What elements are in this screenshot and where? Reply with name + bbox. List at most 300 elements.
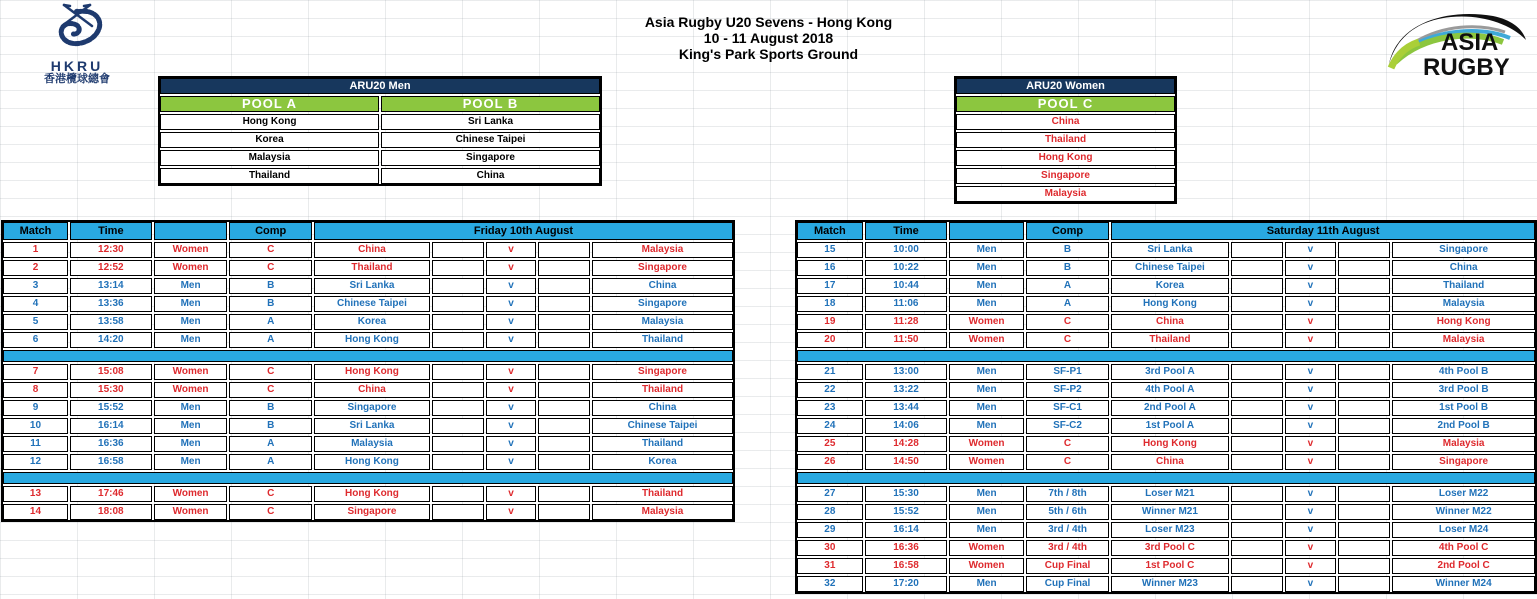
away-score-cell (1338, 576, 1390, 592)
versus-cell: v (486, 278, 536, 294)
away-team-cell: Malaysia (592, 242, 733, 258)
comp-cell: B (1026, 260, 1109, 276)
gender-cell: Women (154, 260, 228, 276)
match-number-cell: 3 (3, 278, 68, 294)
away-team-cell: Malaysia (1392, 436, 1535, 452)
time-cell: 10:00 (865, 242, 948, 258)
away-team-cell: Winner M24 (1392, 576, 1535, 592)
home-score-cell (1231, 314, 1283, 330)
home-score-cell (432, 382, 484, 398)
home-score-cell (1231, 332, 1283, 348)
hkru-logo (26, 2, 128, 86)
time-cell: 17:46 (70, 486, 152, 502)
gender-cell: Women (949, 332, 1024, 348)
away-team-cell: Chinese Taipei (592, 418, 733, 434)
col-header-gender (154, 222, 228, 240)
hkru-acronym: HKRU (50, 58, 104, 74)
match-number-cell: 32 (797, 576, 863, 592)
comp-cell: A (1026, 278, 1109, 294)
pool-team: Sri Lanka (381, 114, 600, 130)
time-cell: 15:52 (865, 504, 948, 520)
away-score-cell (1338, 400, 1390, 416)
gender-cell: Women (949, 540, 1024, 556)
time-cell: 16:36 (70, 436, 152, 452)
time-cell: 14:06 (865, 418, 948, 434)
versus-cell: v (486, 454, 536, 470)
match-number-cell: 24 (797, 418, 863, 434)
gender-cell: Men (949, 486, 1024, 502)
home-team-cell: Hong Kong (314, 364, 430, 380)
home-team-cell: Chinese Taipei (1111, 260, 1228, 276)
comp-cell: C (1026, 436, 1109, 452)
title-line-dates: 10 - 11 August 2018 (703, 30, 834, 46)
match-number-cell: 23 (797, 400, 863, 416)
match-number-cell: 2 (3, 260, 68, 276)
pool-team: Thailand (160, 168, 379, 184)
home-score-cell (432, 314, 484, 330)
home-team-cell: Loser M23 (1111, 522, 1228, 538)
match-number-cell: 9 (3, 400, 68, 416)
match-number-cell: 8 (3, 382, 68, 398)
away-score-cell (538, 454, 590, 470)
away-team-cell: 4th Pool C (1392, 540, 1535, 556)
time-cell: 16:14 (70, 418, 152, 434)
comp-cell: 3rd / 4th (1026, 522, 1109, 538)
home-score-cell (432, 436, 484, 452)
gender-cell: Women (949, 454, 1024, 470)
comp-cell: A (229, 314, 311, 330)
time-cell: 13:00 (865, 364, 948, 380)
home-team-cell: Korea (314, 314, 430, 330)
versus-cell: v (1285, 454, 1336, 470)
time-cell: 13:58 (70, 314, 152, 330)
away-score-cell (1338, 332, 1390, 348)
page-title (400, 14, 1137, 62)
gender-cell: Women (154, 486, 228, 502)
home-team-cell: Singapore (314, 504, 430, 520)
time-cell: 18:08 (70, 504, 152, 520)
versus-cell: v (1285, 558, 1336, 574)
away-score-cell (538, 332, 590, 348)
time-cell: 15:30 (70, 382, 152, 398)
comp-cell: C (1026, 332, 1109, 348)
gender-cell: Men (154, 400, 228, 416)
comp-cell: C (1026, 314, 1109, 330)
home-score-cell (432, 260, 484, 276)
gender-cell: Men (949, 242, 1024, 258)
match-number-cell: 10 (3, 418, 68, 434)
versus-cell: v (1285, 486, 1336, 502)
time-cell: 16:58 (865, 558, 948, 574)
home-team-cell: 4th Pool A (1111, 382, 1228, 398)
versus-cell: v (486, 314, 536, 330)
comp-cell: 7th / 8th (1026, 486, 1109, 502)
gender-cell: Men (949, 364, 1024, 380)
time-cell: 13:36 (70, 296, 152, 312)
gender-cell: Women (154, 504, 228, 520)
match-number-cell: 26 (797, 454, 863, 470)
gender-cell: Men (949, 260, 1024, 276)
pool-team: Chinese Taipei (381, 132, 600, 148)
match-number-cell: 21 (797, 364, 863, 380)
comp-cell: A (229, 454, 311, 470)
time-cell: 16:14 (865, 522, 948, 538)
away-team-cell: China (592, 400, 733, 416)
section-separator (3, 472, 733, 484)
home-score-cell (432, 278, 484, 294)
versus-cell: v (486, 296, 536, 312)
match-number-cell: 5 (3, 314, 68, 330)
home-score-cell (1231, 540, 1283, 556)
versus-cell: v (486, 418, 536, 434)
versus-cell: v (1285, 522, 1336, 538)
home-score-cell (1231, 400, 1283, 416)
home-score-cell (432, 454, 484, 470)
gender-cell: Women (154, 242, 228, 258)
time-cell: 16:58 (70, 454, 152, 470)
away-team-cell: Thailand (1392, 278, 1535, 294)
gender-cell: Men (949, 504, 1024, 520)
versus-cell: v (1285, 296, 1336, 312)
home-team-cell: China (1111, 314, 1228, 330)
time-cell: 10:22 (865, 260, 948, 276)
col-header-comp: Comp (229, 222, 311, 240)
match-number-cell: 15 (797, 242, 863, 258)
saturday-schedule-table (795, 220, 1537, 594)
away-score-cell (538, 504, 590, 520)
match-number-cell: 18 (797, 296, 863, 312)
home-score-cell (432, 242, 484, 258)
versus-cell: v (1285, 400, 1336, 416)
col-header-comp: Comp (1026, 222, 1109, 240)
home-team-cell: Hong Kong (314, 454, 430, 470)
time-cell: 14:50 (865, 454, 948, 470)
comp-cell: B (229, 278, 311, 294)
home-team-cell: Thailand (314, 260, 430, 276)
away-score-cell (538, 278, 590, 294)
home-score-cell (432, 332, 484, 348)
away-score-cell (1338, 540, 1390, 556)
pool-team: Malaysia (160, 150, 379, 166)
match-number-cell: 25 (797, 436, 863, 452)
home-score-cell (432, 504, 484, 520)
versus-cell: v (1285, 314, 1336, 330)
friday-schedule-table (1, 220, 735, 522)
hkru-dragon-crest-icon (42, 2, 112, 54)
home-score-cell (1231, 486, 1283, 502)
time-cell: 11:28 (865, 314, 948, 330)
time-cell: 10:44 (865, 278, 948, 294)
time-cell: 15:52 (70, 400, 152, 416)
pool-team: Malaysia (956, 186, 1175, 202)
time-cell: 11:50 (865, 332, 948, 348)
comp-cell: SF-P2 (1026, 382, 1109, 398)
away-team-cell: Malaysia (592, 314, 733, 330)
home-team-cell: Sri Lanka (314, 278, 430, 294)
pool-name-header: POOL B (381, 96, 600, 112)
away-team-cell: 2nd Pool C (1392, 558, 1535, 574)
title-line-venue: King's Park Sports Ground (678, 46, 859, 62)
comp-cell: C (229, 260, 311, 276)
home-team-cell: 1st Pool A (1111, 418, 1228, 434)
home-score-cell (1231, 382, 1283, 398)
home-score-cell (1231, 418, 1283, 434)
gender-cell: Men (154, 436, 228, 452)
versus-cell: v (1285, 364, 1336, 380)
versus-cell: v (1285, 332, 1336, 348)
away-score-cell (1338, 242, 1390, 258)
men-pools-title: ARU20 Men (160, 78, 600, 94)
home-score-cell (432, 418, 484, 434)
away-score-cell (1338, 436, 1390, 452)
home-team-cell: Hong Kong (1111, 436, 1228, 452)
pool-team: Singapore (956, 168, 1175, 184)
home-score-cell (1231, 454, 1283, 470)
comp-cell: B (229, 418, 311, 434)
gender-cell: Men (154, 314, 228, 330)
versus-cell: v (486, 364, 536, 380)
comp-cell: Cup Final (1026, 576, 1109, 592)
home-score-cell (1231, 558, 1283, 574)
pool-team: Singapore (381, 150, 600, 166)
away-team-cell: 4th Pool B (1392, 364, 1535, 380)
gender-cell: Men (154, 278, 228, 294)
home-score-cell (1231, 576, 1283, 592)
away-team-cell: Loser M22 (1392, 486, 1535, 502)
home-team-cell: 1st Pool C (1111, 558, 1228, 574)
match-number-cell: 31 (797, 558, 863, 574)
gender-cell: Women (154, 382, 228, 398)
match-number-cell: 13 (3, 486, 68, 502)
time-cell: 14:28 (865, 436, 948, 452)
away-score-cell (1338, 522, 1390, 538)
home-team-cell: Hong Kong (1111, 296, 1228, 312)
match-number-cell: 4 (3, 296, 68, 312)
home-score-cell (432, 400, 484, 416)
match-number-cell: 28 (797, 504, 863, 520)
home-team-cell: Sri Lanka (1111, 242, 1228, 258)
pool-team: China (381, 168, 600, 184)
versus-cell: v (1285, 382, 1336, 398)
time-cell: 14:20 (70, 332, 152, 348)
time-cell: 15:30 (865, 486, 948, 502)
away-team-cell: Thailand (592, 436, 733, 452)
asia-rugby-swoosh-icon (1381, 2, 1531, 84)
pool-team: Hong Kong (956, 150, 1175, 166)
away-score-cell (1338, 364, 1390, 380)
away-team-cell: Hong Kong (1392, 314, 1535, 330)
home-score-cell (432, 364, 484, 380)
match-number-cell: 29 (797, 522, 863, 538)
versus-cell: v (486, 400, 536, 416)
versus-cell: v (1285, 436, 1336, 452)
gender-cell: Men (949, 296, 1024, 312)
comp-cell: B (229, 296, 311, 312)
away-score-cell (538, 314, 590, 330)
comp-cell: A (229, 332, 311, 348)
gender-cell: Men (949, 278, 1024, 294)
time-cell: 17:20 (865, 576, 948, 592)
versus-cell: v (1285, 242, 1336, 258)
match-number-cell: 12 (3, 454, 68, 470)
home-team-cell: 2nd Pool A (1111, 400, 1228, 416)
versus-cell: v (486, 504, 536, 520)
time-cell: 16:36 (865, 540, 948, 556)
time-cell: 11:06 (865, 296, 948, 312)
comp-cell: SF-P1 (1026, 364, 1109, 380)
versus-cell: v (486, 382, 536, 398)
home-team-cell: Sri Lanka (314, 418, 430, 434)
gender-cell: Men (154, 332, 228, 348)
col-header-match: Match (3, 222, 68, 240)
comp-cell: C (229, 504, 311, 520)
versus-cell: v (486, 242, 536, 258)
col-header-time: Time (70, 222, 152, 240)
comp-cell: A (229, 436, 311, 452)
section-separator (797, 350, 1535, 362)
gender-cell: Men (154, 454, 228, 470)
home-score-cell (432, 296, 484, 312)
versus-cell: v (486, 486, 536, 502)
away-team-cell: 1st Pool B (1392, 400, 1535, 416)
away-team-cell: 3rd Pool B (1392, 382, 1535, 398)
col-header-time: Time (865, 222, 948, 240)
away-score-cell (538, 242, 590, 258)
away-team-cell: Korea (592, 454, 733, 470)
home-score-cell (1231, 436, 1283, 452)
day-header-friday: Friday 10th August (314, 222, 733, 240)
asia-logo-word2: RUGBY (1423, 54, 1510, 81)
home-score-cell (1231, 260, 1283, 276)
gender-cell: Women (949, 314, 1024, 330)
men-pools-table (158, 76, 602, 186)
away-team-cell: Singapore (592, 296, 733, 312)
col-header-match: Match (797, 222, 863, 240)
comp-cell: C (229, 382, 311, 398)
away-team-cell: Malaysia (1392, 296, 1535, 312)
gender-cell: Women (154, 364, 228, 380)
comp-cell: C (229, 242, 311, 258)
section-separator (797, 472, 1535, 484)
home-team-cell: China (1111, 454, 1228, 470)
away-team-cell: Winner M22 (1392, 504, 1535, 520)
home-team-cell: 3rd Pool C (1111, 540, 1228, 556)
comp-cell: SF-C1 (1026, 400, 1109, 416)
match-number-cell: 30 (797, 540, 863, 556)
versus-cell: v (486, 332, 536, 348)
match-number-cell: 20 (797, 332, 863, 348)
comp-cell: C (1026, 454, 1109, 470)
match-number-cell: 17 (797, 278, 863, 294)
home-score-cell (1231, 242, 1283, 258)
comp-cell: 3rd / 4th (1026, 540, 1109, 556)
versus-cell: v (1285, 540, 1336, 556)
home-team-cell: China (314, 382, 430, 398)
away-team-cell: Loser M24 (1392, 522, 1535, 538)
time-cell: 12:52 (70, 260, 152, 276)
gender-cell: Men (949, 418, 1024, 434)
home-team-cell: Thailand (1111, 332, 1228, 348)
away-score-cell (1338, 486, 1390, 502)
gender-cell: Women (949, 558, 1024, 574)
match-number-cell: 14 (3, 504, 68, 520)
away-score-cell (1338, 504, 1390, 520)
away-score-cell (1338, 296, 1390, 312)
pool-team: China (956, 114, 1175, 130)
comp-cell: B (229, 400, 311, 416)
gender-cell: Men (949, 382, 1024, 398)
away-team-cell: China (592, 278, 733, 294)
home-team-cell: 3rd Pool A (1111, 364, 1228, 380)
day-header-saturday: Saturday 11th August (1111, 222, 1535, 240)
comp-cell: Cup Final (1026, 558, 1109, 574)
versus-cell: v (1285, 260, 1336, 276)
section-separator (3, 350, 733, 362)
away-score-cell (538, 382, 590, 398)
away-score-cell (1338, 260, 1390, 276)
home-team-cell: Winner M23 (1111, 576, 1228, 592)
gender-cell: Men (949, 522, 1024, 538)
away-team-cell: Thailand (592, 332, 733, 348)
pool-team: Korea (160, 132, 379, 148)
comp-cell: B (1026, 242, 1109, 258)
gender-cell: Men (154, 418, 228, 434)
women-pools-table (954, 76, 1177, 204)
match-number-cell: 7 (3, 364, 68, 380)
time-cell: 13:22 (865, 382, 948, 398)
home-team-cell: Hong Kong (314, 332, 430, 348)
away-team-cell: Singapore (592, 260, 733, 276)
home-team-cell: Hong Kong (314, 486, 430, 502)
versus-cell: v (1285, 576, 1336, 592)
away-team-cell: China (1392, 260, 1535, 276)
away-score-cell (538, 296, 590, 312)
versus-cell: v (486, 260, 536, 276)
home-score-cell (1231, 364, 1283, 380)
pool-team: Hong Kong (160, 114, 379, 130)
col-header-gender (949, 222, 1024, 240)
away-score-cell (1338, 314, 1390, 330)
away-score-cell (1338, 278, 1390, 294)
versus-cell: v (1285, 418, 1336, 434)
home-team-cell: Loser M21 (1111, 486, 1228, 502)
title-line-event: Asia Rugby U20 Sevens - Hong Kong (644, 14, 893, 30)
home-score-cell (1231, 522, 1283, 538)
time-cell: 13:44 (865, 400, 948, 416)
home-team-cell: Korea (1111, 278, 1228, 294)
versus-cell: v (1285, 278, 1336, 294)
away-score-cell (1338, 382, 1390, 398)
time-cell: 15:08 (70, 364, 152, 380)
away-team-cell: Singapore (592, 364, 733, 380)
time-cell: 13:14 (70, 278, 152, 294)
away-team-cell: Malaysia (1392, 332, 1535, 348)
away-team-cell: 2nd Pool B (1392, 418, 1535, 434)
home-team-cell: Chinese Taipei (314, 296, 430, 312)
away-team-cell: Thailand (592, 486, 733, 502)
versus-cell: v (1285, 504, 1336, 520)
gender-cell: Men (949, 576, 1024, 592)
asia-logo-word1: ASIA (1441, 29, 1499, 56)
away-score-cell (538, 436, 590, 452)
gender-cell: Women (949, 436, 1024, 452)
away-team-cell: Thailand (592, 382, 733, 398)
match-number-cell: 27 (797, 486, 863, 502)
away-score-cell (538, 400, 590, 416)
away-team-cell: Singapore (1392, 454, 1535, 470)
match-number-cell: 11 (3, 436, 68, 452)
pool-name-header: POOL C (956, 96, 1175, 112)
